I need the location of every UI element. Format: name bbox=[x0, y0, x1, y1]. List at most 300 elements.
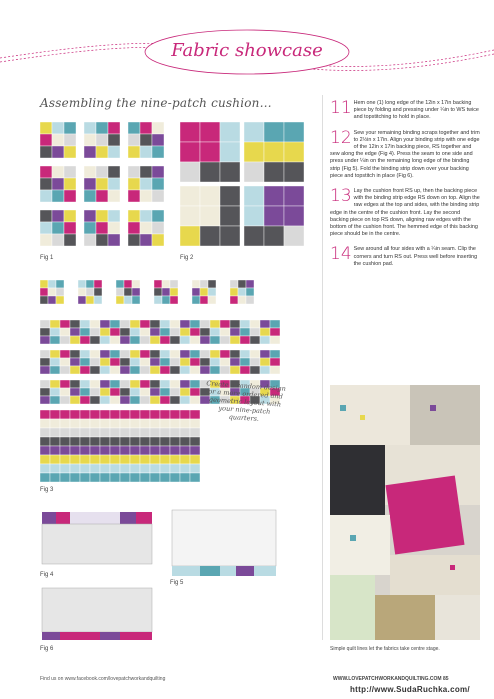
layout-square bbox=[170, 410, 180, 419]
strip-square bbox=[150, 328, 160, 336]
layout-square bbox=[90, 446, 100, 455]
nine-patch-square bbox=[140, 122, 152, 134]
nine-patch-square bbox=[108, 210, 120, 222]
strip-square bbox=[140, 320, 150, 328]
nine-patch-square bbox=[40, 222, 52, 234]
nine-patch-square bbox=[128, 210, 140, 222]
layout-square bbox=[110, 410, 120, 419]
strip-square bbox=[180, 388, 190, 396]
layout-square bbox=[130, 446, 140, 455]
strip-square bbox=[40, 396, 50, 404]
block-square bbox=[180, 122, 200, 142]
nine-patch-square bbox=[108, 190, 120, 202]
layout-square bbox=[130, 473, 140, 482]
layout-square bbox=[170, 473, 180, 482]
strip-square bbox=[190, 358, 200, 366]
strip-square bbox=[170, 358, 180, 366]
layout-square bbox=[100, 428, 110, 437]
sequence-square bbox=[162, 296, 170, 304]
sequence-square bbox=[246, 296, 254, 304]
strip-square bbox=[140, 380, 150, 388]
strip-square bbox=[170, 380, 180, 388]
layout-square bbox=[130, 437, 140, 446]
layout-square bbox=[140, 464, 150, 473]
layout-square bbox=[140, 428, 150, 437]
strip-square bbox=[150, 350, 160, 358]
nine-patch-square bbox=[52, 134, 64, 146]
fig2-diagram bbox=[180, 122, 308, 252]
nine-patch-square bbox=[40, 190, 52, 202]
nine-patch-square bbox=[84, 210, 96, 222]
strip-square bbox=[50, 328, 60, 336]
strip-square bbox=[260, 366, 270, 374]
strip-square bbox=[60, 350, 70, 358]
strip-square bbox=[230, 358, 240, 366]
nine-patch-square bbox=[152, 222, 164, 234]
strip-square bbox=[240, 328, 250, 336]
step-11 bbox=[330, 100, 480, 122]
sequence-square bbox=[154, 288, 162, 296]
strip-square bbox=[230, 320, 240, 328]
step-number: 12 bbox=[330, 127, 352, 148]
layout-square bbox=[90, 410, 100, 419]
layout-square bbox=[80, 410, 90, 419]
layout-square bbox=[70, 428, 80, 437]
sequence-square bbox=[230, 280, 238, 288]
strip-square bbox=[200, 350, 210, 358]
layout-square bbox=[90, 464, 100, 473]
strip-square bbox=[210, 358, 220, 366]
block-square bbox=[180, 142, 200, 162]
sequence-square bbox=[170, 296, 178, 304]
strip-square bbox=[50, 388, 60, 396]
layout-square bbox=[70, 437, 80, 446]
strip-square bbox=[170, 336, 180, 344]
nine-patch-square bbox=[96, 146, 108, 158]
strip-square bbox=[130, 350, 140, 358]
sequence-square bbox=[246, 280, 254, 288]
strip-square bbox=[240, 336, 250, 344]
strip-square bbox=[110, 350, 120, 358]
block-square bbox=[200, 122, 220, 142]
strip-square bbox=[40, 388, 50, 396]
layout-square bbox=[50, 464, 60, 473]
strip-square bbox=[50, 396, 60, 404]
strip-square bbox=[180, 328, 190, 336]
layout-square bbox=[150, 473, 160, 482]
block-square bbox=[244, 206, 264, 226]
strip-square bbox=[50, 320, 60, 328]
layout-square bbox=[180, 428, 190, 437]
sequence-square bbox=[56, 288, 64, 296]
strip-square bbox=[40, 336, 50, 344]
strip-square bbox=[70, 350, 80, 358]
sequence-square bbox=[40, 296, 48, 304]
layout-square bbox=[150, 419, 160, 428]
strip-square bbox=[160, 380, 170, 388]
nine-patch-square bbox=[84, 122, 96, 134]
nine-patch-square bbox=[64, 190, 76, 202]
nine-patch-square bbox=[152, 146, 164, 158]
layout-square bbox=[120, 419, 130, 428]
layout-square bbox=[160, 446, 170, 455]
strip-square bbox=[100, 366, 110, 374]
strip-square bbox=[250, 350, 260, 358]
nine-patch-square bbox=[96, 122, 108, 134]
layout-square bbox=[50, 419, 60, 428]
nine-patch-square bbox=[96, 190, 108, 202]
layout-square bbox=[60, 455, 70, 464]
nine-patch-square bbox=[128, 178, 140, 190]
layout-square bbox=[140, 455, 150, 464]
fig6-diagram bbox=[40, 586, 155, 644]
layout-square bbox=[110, 446, 120, 455]
strip-square bbox=[220, 336, 230, 344]
layout-square bbox=[190, 410, 200, 419]
sequence-square bbox=[154, 296, 162, 304]
strip-square bbox=[130, 396, 140, 404]
nine-patch-square bbox=[40, 234, 52, 246]
strip-square bbox=[70, 328, 80, 336]
sequence-square bbox=[78, 296, 86, 304]
sequence-square bbox=[116, 280, 124, 288]
strip-square bbox=[80, 320, 90, 328]
strip-square bbox=[180, 350, 190, 358]
strip-square bbox=[260, 350, 270, 358]
block-square bbox=[180, 186, 200, 206]
strip-square bbox=[190, 320, 200, 328]
strip-square bbox=[160, 350, 170, 358]
fig4-label: Fig 4 bbox=[40, 572, 54, 578]
layout-square bbox=[40, 410, 50, 419]
strip-square bbox=[150, 366, 160, 374]
layout-square bbox=[150, 410, 160, 419]
layout-square bbox=[80, 455, 90, 464]
sequence-square bbox=[124, 296, 132, 304]
strip-square bbox=[120, 388, 130, 396]
layout-square bbox=[90, 428, 100, 437]
fig3-label: Fig 3 bbox=[40, 487, 54, 493]
sequence-square bbox=[56, 280, 64, 288]
layout-square bbox=[160, 464, 170, 473]
nine-patch-square bbox=[84, 234, 96, 246]
layout-square bbox=[150, 455, 160, 464]
layout-square bbox=[80, 419, 90, 428]
sequence-square bbox=[238, 296, 246, 304]
strip-square bbox=[200, 358, 210, 366]
sequence-square bbox=[48, 280, 56, 288]
strip-square bbox=[240, 366, 250, 374]
sequence-square bbox=[94, 288, 102, 296]
layout-square bbox=[130, 455, 140, 464]
block-square bbox=[180, 162, 200, 182]
strip-square bbox=[180, 358, 190, 366]
layout-square bbox=[150, 464, 160, 473]
strip-square bbox=[230, 336, 240, 344]
nine-patch-square bbox=[140, 146, 152, 158]
nine-patch-square bbox=[152, 134, 164, 146]
sequence-square bbox=[208, 280, 216, 288]
strip-square bbox=[90, 320, 100, 328]
nine-patch-square bbox=[108, 166, 120, 178]
nine-patch-square bbox=[140, 166, 152, 178]
strip-square bbox=[70, 336, 80, 344]
sequence-square bbox=[78, 288, 86, 296]
nine-patch-square bbox=[140, 234, 152, 246]
block-square bbox=[284, 206, 304, 226]
layout-square bbox=[170, 437, 180, 446]
nine-patch-square bbox=[40, 122, 52, 134]
fig2-label: Fig 2 bbox=[180, 255, 194, 261]
strip-square bbox=[50, 358, 60, 366]
sequence-square bbox=[132, 280, 140, 288]
layout-square bbox=[40, 437, 50, 446]
layout-square bbox=[100, 464, 110, 473]
nine-patch-square bbox=[64, 178, 76, 190]
strip-square bbox=[60, 328, 70, 336]
block-square bbox=[244, 226, 264, 246]
block-square bbox=[180, 226, 200, 246]
strip-square bbox=[90, 350, 100, 358]
layout-square bbox=[170, 455, 180, 464]
strip-square bbox=[120, 328, 130, 336]
nine-patch-square bbox=[64, 234, 76, 246]
layout-square bbox=[120, 410, 130, 419]
block-square bbox=[264, 142, 284, 162]
layout-square bbox=[60, 473, 70, 482]
layout-square bbox=[40, 455, 50, 464]
strip-square bbox=[60, 380, 70, 388]
layout-square bbox=[190, 437, 200, 446]
nine-patch-square bbox=[52, 166, 64, 178]
fig1-diagram bbox=[40, 122, 170, 252]
layout-square bbox=[190, 464, 200, 473]
strip-square bbox=[130, 320, 140, 328]
layout-square bbox=[100, 473, 110, 482]
layout-square bbox=[190, 419, 200, 428]
nine-patch-square bbox=[108, 146, 120, 158]
strip-square bbox=[260, 320, 270, 328]
block-square bbox=[180, 206, 200, 226]
layout-square bbox=[40, 473, 50, 482]
strip-square bbox=[230, 328, 240, 336]
layout-square bbox=[50, 446, 60, 455]
sequence-square bbox=[40, 280, 48, 288]
nine-patch-square bbox=[108, 134, 120, 146]
strip-square bbox=[200, 366, 210, 374]
layout-square bbox=[170, 428, 180, 437]
layout-square bbox=[60, 437, 70, 446]
nine-patch-square bbox=[52, 210, 64, 222]
block-square bbox=[220, 122, 240, 142]
sequence-square bbox=[200, 288, 208, 296]
layout-square bbox=[50, 437, 60, 446]
strip-square bbox=[80, 380, 90, 388]
strip-square bbox=[140, 366, 150, 374]
strip-square bbox=[220, 320, 230, 328]
nine-patch-square bbox=[40, 210, 52, 222]
sequence-square bbox=[238, 288, 246, 296]
step-text: Sew your remaining binding scraps together and trim to 2½in x 17in. Align your binding strip with one edge of the 12in x 17in backing piece, RS together and sew along the edge (Fig 4). Press the seam to one side and press under ¼in on the remaining long edge of the binding strip (Fig 5). Fold the binding strip down over your backing piece and topstitch in place (Fig 6). bbox=[330, 129, 480, 179]
sequence-square bbox=[246, 288, 254, 296]
step-text: Hem one (1) long edge of the 12in x 17in backing piece by folding and pressing under ¼in to WS twice and topstitching to hold in place. bbox=[353, 100, 479, 121]
strip-square bbox=[90, 366, 100, 374]
nine-patch-square bbox=[64, 134, 76, 146]
sequence-square bbox=[162, 280, 170, 288]
sequence-square bbox=[124, 288, 132, 296]
strip-square bbox=[180, 396, 190, 404]
sequence-square bbox=[208, 288, 216, 296]
strip-square bbox=[160, 328, 170, 336]
nine-patch-square bbox=[52, 146, 64, 158]
layout-square bbox=[90, 437, 100, 446]
strip-square bbox=[90, 388, 100, 396]
layout-square bbox=[60, 464, 70, 473]
section-title: Assembling the nine-patch cushion… bbox=[40, 96, 272, 110]
strip-square bbox=[80, 366, 90, 374]
strip-square bbox=[170, 320, 180, 328]
strip-square bbox=[190, 396, 200, 404]
layout-square bbox=[90, 419, 100, 428]
layout-square bbox=[100, 437, 110, 446]
strip-square bbox=[190, 388, 200, 396]
strip-square bbox=[50, 366, 60, 374]
strip-square bbox=[40, 366, 50, 374]
block-square bbox=[264, 186, 284, 206]
nine-patch-square bbox=[128, 222, 140, 234]
fig6-label: Fig 6 bbox=[40, 646, 54, 652]
strip-square bbox=[220, 350, 230, 358]
sequence-square bbox=[170, 288, 178, 296]
nine-patch-square bbox=[84, 190, 96, 202]
layout-square bbox=[130, 464, 140, 473]
layout-square bbox=[70, 473, 80, 482]
layout-square bbox=[160, 455, 170, 464]
strip-square bbox=[210, 320, 220, 328]
layout-square bbox=[180, 473, 190, 482]
layout-square bbox=[180, 464, 190, 473]
strip-square bbox=[260, 328, 270, 336]
layout-square bbox=[110, 419, 120, 428]
layout-square bbox=[80, 428, 90, 437]
nine-patch-square bbox=[40, 134, 52, 146]
layout-square bbox=[110, 464, 120, 473]
nine-patch-square bbox=[52, 234, 64, 246]
block-square bbox=[284, 142, 304, 162]
strip-square bbox=[270, 366, 280, 374]
layout-square bbox=[60, 446, 70, 455]
step-number: 13 bbox=[330, 186, 352, 207]
strip-square bbox=[270, 336, 280, 344]
strip-square bbox=[130, 366, 140, 374]
layout-square bbox=[70, 455, 80, 464]
block-square bbox=[220, 226, 240, 246]
layout-square bbox=[130, 428, 140, 437]
layout-square bbox=[120, 455, 130, 464]
strip-square bbox=[100, 350, 110, 358]
strip-square bbox=[130, 388, 140, 396]
strip-square bbox=[100, 320, 110, 328]
nine-patch-square bbox=[64, 222, 76, 234]
block-square bbox=[264, 122, 284, 142]
sequence-square bbox=[116, 296, 124, 304]
strip-square bbox=[150, 336, 160, 344]
annotation-note: Create a random design or a more ordered and geometric layout with your nine-patch quarters. bbox=[206, 379, 287, 424]
layout-square bbox=[110, 455, 120, 464]
nine-patch-square bbox=[128, 122, 140, 134]
sequence-square bbox=[94, 296, 102, 304]
strip-square bbox=[120, 350, 130, 358]
strip-square bbox=[220, 328, 230, 336]
nine-patch-square bbox=[84, 178, 96, 190]
strip-square bbox=[110, 336, 120, 344]
strip-square bbox=[100, 358, 110, 366]
layout-square bbox=[190, 446, 200, 455]
strip-square bbox=[60, 388, 70, 396]
strip-square bbox=[160, 388, 170, 396]
sequence-square bbox=[208, 296, 216, 304]
sequence-square bbox=[200, 280, 208, 288]
layout-square bbox=[150, 446, 160, 455]
strip-square bbox=[250, 320, 260, 328]
nine-patch-square bbox=[84, 134, 96, 146]
sequence-square bbox=[230, 296, 238, 304]
strip-square bbox=[110, 380, 120, 388]
step-text: Sew around all four sides with a ¼in seam. Clip the corners and turn RS out. Press well before inserting the cushion pad. bbox=[353, 246, 478, 267]
strip-square bbox=[90, 336, 100, 344]
strip-square bbox=[160, 320, 170, 328]
step-14 bbox=[330, 246, 480, 268]
block-square bbox=[200, 186, 220, 206]
block-square bbox=[264, 206, 284, 226]
fig3-diagram bbox=[40, 275, 280, 485]
strip-square bbox=[80, 358, 90, 366]
block-square bbox=[284, 162, 304, 182]
layout-square bbox=[50, 473, 60, 482]
strip-square bbox=[120, 396, 130, 404]
strip-square bbox=[110, 328, 120, 336]
layout-square bbox=[90, 473, 100, 482]
layout-square bbox=[60, 419, 70, 428]
layout-square bbox=[80, 473, 90, 482]
watermark-url: http://www.SudaRuchka.com/ bbox=[350, 685, 470, 694]
nine-patch-square bbox=[96, 166, 108, 178]
nine-patch-square bbox=[128, 146, 140, 158]
layout-square bbox=[140, 419, 150, 428]
strip-square bbox=[130, 328, 140, 336]
block-square bbox=[200, 142, 220, 162]
strip-square bbox=[200, 320, 210, 328]
nine-patch-square bbox=[64, 122, 76, 134]
nine-patch-square bbox=[128, 134, 140, 146]
block-square bbox=[220, 162, 240, 182]
strip-square bbox=[40, 350, 50, 358]
strip-square bbox=[140, 396, 150, 404]
layout-square bbox=[110, 437, 120, 446]
strip-square bbox=[230, 366, 240, 374]
strip-square bbox=[140, 336, 150, 344]
sequence-square bbox=[48, 288, 56, 296]
layout-square bbox=[160, 428, 170, 437]
strip-square bbox=[150, 396, 160, 404]
block-square bbox=[244, 162, 264, 182]
step-12 bbox=[330, 127, 480, 180]
strip-square bbox=[80, 396, 90, 404]
sequence-square bbox=[86, 296, 94, 304]
strip-square bbox=[190, 380, 200, 388]
strip-square bbox=[90, 328, 100, 336]
strip-square bbox=[40, 328, 50, 336]
